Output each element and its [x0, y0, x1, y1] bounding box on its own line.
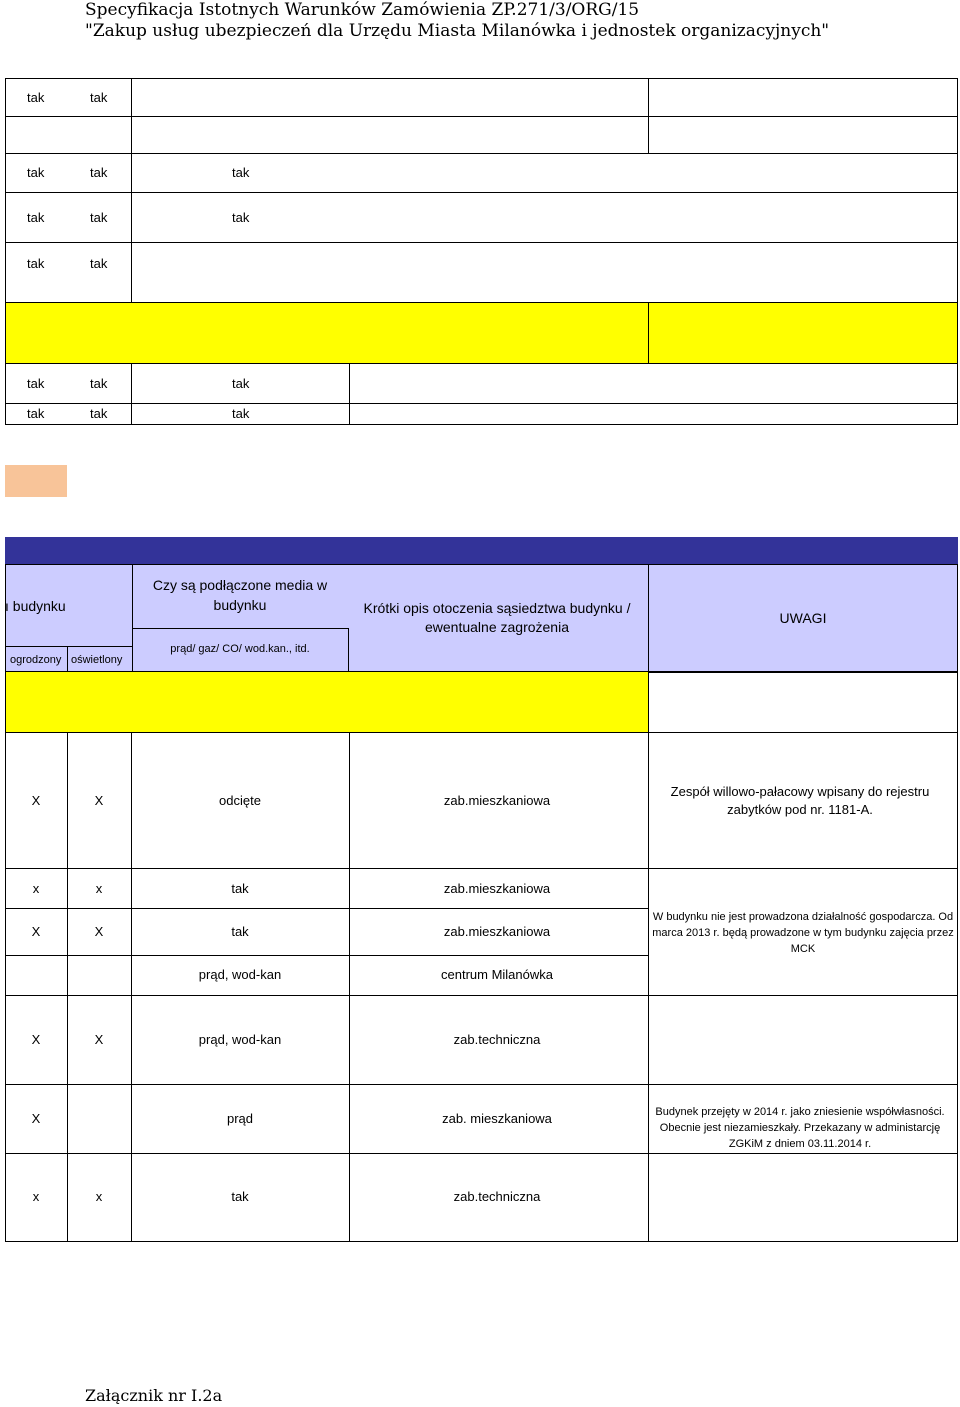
cell-media: prąd, wod-kan — [198, 1032, 282, 1047]
cell-ogrodzony: x — [32, 1189, 40, 1204]
cell-opis: zab.mieszkaniowa — [443, 793, 551, 808]
document-subtitle: "Zakup usług ubezpieczeń dla Urzędu Miasta Milanówka i jednostek organizacyjnych" — [85, 21, 830, 41]
upper-cell: tak — [90, 210, 108, 225]
cell-opis: zab. mieszkaniowa — [442, 1111, 552, 1126]
peach-marker — [5, 465, 67, 497]
upper-cell: tak — [27, 256, 45, 271]
header-media-label-1: Czy są podłączone media w — [152, 577, 328, 593]
header-cell-opis — [348, 564, 648, 672]
header-media-label-2: budynku — [213, 597, 267, 613]
cell-opis: zab.techniczna — [453, 1189, 541, 1204]
cell-ogrodzony: X — [31, 793, 41, 808]
cell-uwagi-line: ZGKiM z dniem 03.11.2014 r. — [728, 1138, 872, 1150]
cell-media: tak — [231, 1189, 249, 1204]
cell-ogrodzony: X — [31, 924, 41, 939]
cell-uwagi-line: Budynek przejęty w 2014 r. jako zniesienie współwłasności. — [655, 1106, 945, 1118]
header-budynku-label: ı budynku — [5, 598, 66, 614]
cell-opis: zab.mieszkaniowa — [443, 924, 551, 939]
cell-ogrodzony: X — [31, 1032, 41, 1047]
upper-cell: tak — [90, 90, 108, 105]
cell-uwagi-line: marca 2013 r. będą prowadzone w tym budynku zajęcia przez — [652, 927, 954, 939]
cell-oswietlony: X — [94, 793, 104, 808]
cell-media: prąd — [226, 1111, 254, 1126]
upper-cell: tak — [90, 406, 108, 421]
cell-opis: zab.mieszkaniowa — [443, 881, 551, 896]
cell-opis: zab.techniczna — [453, 1032, 541, 1047]
yellow-band-upper — [5, 303, 958, 363]
upper-cell: tak — [90, 256, 108, 271]
cell-uwagi-line: W budynku nie jest prowadzona działalność gospodarcza. Od — [652, 911, 954, 923]
cell-oswietlony: x — [95, 881, 103, 896]
cell-opis: centrum Milanówka — [441, 967, 553, 982]
upper-cell: tak — [232, 376, 250, 391]
document-title: Specyfikacja Istotnych Warunków Zamówienia ZP.271/3/ORG/15 — [85, 0, 640, 20]
upper-cell: tak — [27, 376, 45, 391]
upper-cell: tak — [232, 210, 250, 225]
cell-oswietlony: X — [94, 1032, 104, 1047]
yellow-band-lower — [5, 672, 648, 732]
upper-cell: tak — [232, 406, 250, 421]
upper-cell: tak — [90, 165, 108, 180]
upper-cell: tak — [27, 210, 45, 225]
header-opis-label-1: Krótki opis otoczenia sąsiedztwa budynku / — [363, 600, 631, 616]
navy-header-band — [5, 537, 958, 564]
cell-media: odcięte — [219, 793, 261, 808]
header-opis-label-2: ewentualne zagrożenia — [425, 619, 569, 635]
cell-ogrodzony: X — [31, 1111, 41, 1126]
cell-media: prąd, wod-kan — [198, 967, 282, 982]
upper-cell: tak — [232, 165, 250, 180]
header-media-sublabel: prąd/ gaz/ CO/ wod.kan., itd. — [170, 643, 310, 655]
header-uwagi-label: UWAGI — [779, 610, 827, 626]
cell-uwagi-line: Obecnie jest niezamieszkały. Przekazany w administarcję — [659, 1122, 941, 1134]
cell-uwagi-line: MCK — [790, 943, 816, 955]
cell-oswietlony: X — [94, 924, 104, 939]
upper-cell: tak — [27, 165, 45, 180]
upper-cell: tak — [27, 90, 45, 105]
upper-cell: tak — [27, 406, 45, 421]
cell-media: tak — [231, 881, 249, 896]
cell-uwagi-line: Zespół willowo-pałacowy wpisany do rejestru — [670, 784, 930, 799]
upper-cell: tak — [90, 376, 108, 391]
attachment-label: Załącznik nr I.2a — [85, 1386, 223, 1405]
cell-oswietlony: x — [95, 1189, 103, 1204]
cell-media: tak — [231, 924, 249, 939]
cell-uwagi-line: zabytków pod nr. 1181-A. — [727, 802, 873, 817]
cell-ogrodzony: x — [32, 881, 40, 896]
header-ogrodzony-label: ogrodzony — [10, 654, 62, 666]
header-oswietlony-label: oświetlony — [71, 654, 123, 666]
